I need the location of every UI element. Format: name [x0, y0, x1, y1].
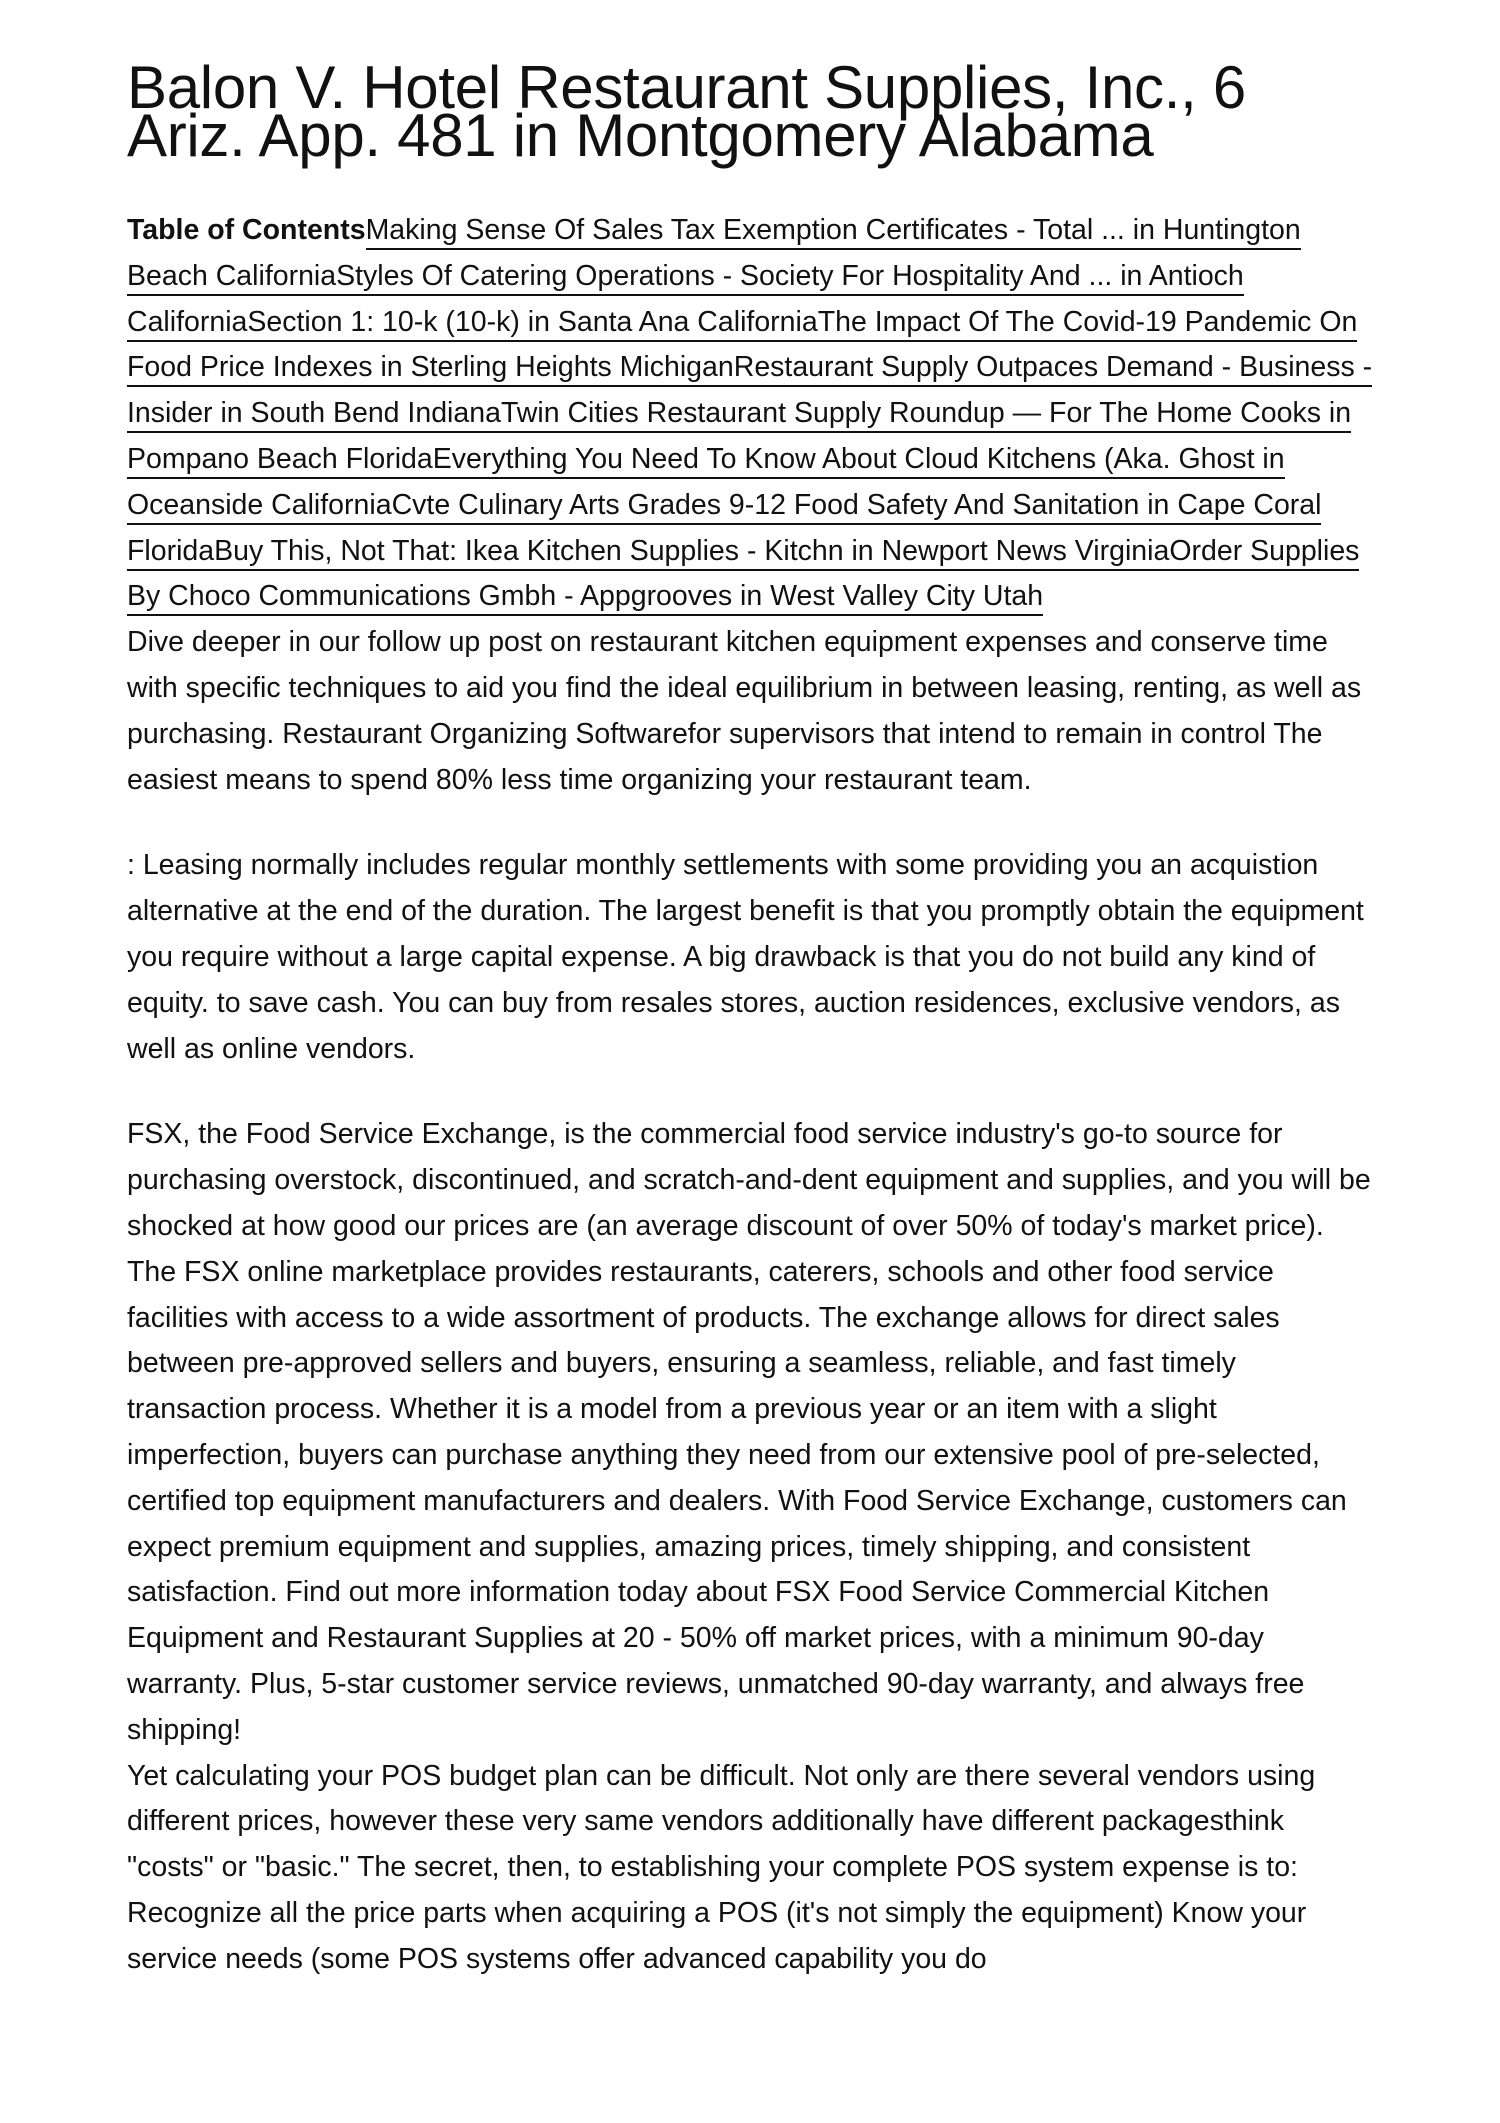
toc-link[interactable]: Buy This, Not That: Ikea Kitchen Supplies - Kitchn in Newport News Virginia: [214, 535, 1169, 571]
toc-link[interactable]: Making Sense Of Sales Tax Exemption Certificates - Total ... in Huntington Beach California: [127, 214, 1301, 296]
table-of-contents: [127, 208, 1377, 620]
toc-link[interactable]: Restaurant Supply Outpaces Demand - Business - Insider in South Bend Indiana: [127, 351, 1372, 433]
document-page: [127, 54, 1377, 1982]
body-paragraph: Dive deeper in our follow up post on restaurant kitchen equipment expenses and conserve time with specific techniques to aid you find the ideal equilibrium in between leasing, renting, as well as purchasing. Restaurant Organizing Softwarefor supervisors that intend to remain in control The easiest means to spend 80% less time organizing your restaurant team.: [127, 626, 1362, 796]
toc-link[interactable]: The Impact Of The Covid-19 Pandemic On Food Price Indexes in Sterling Heights Michigan: [127, 306, 1357, 388]
toc-link[interactable]: Everything You Need To Know About Cloud Kitchens (Aka. Ghost in Oceanside California: [127, 443, 1285, 525]
toc-heading: Table of Contents: [127, 214, 366, 246]
body-paragraph: The FSX online marketplace provides restaurants, caterers, schools and other food service facilities with access to a wide assortment of products. The exchange allows for direct sales between pre-approved sellers and buyers, ensuring a seamless, reliable, and fast timely transaction process. Whether it is a model from a previous year or an item with a slight imperfection, buyers can purchase anything they need from our extensive pool of pre-selected, certified top equipment manufacturers and dealers. With Food Service Exchange, customers can expect premium equipment and supplies, amazing prices, timely shipping, and consistent satisfaction. Find out more information today about FSX Food Service Commercial Kitchen Equipment and Restaurant Supplies at 20 - 50% off market prices, with a minimum 90-day warranty. Plus, 5-star customer service reviews, unmatched 90-day warranty, and always free shipping!: [127, 1255, 1347, 1746]
page-title: Balon V. Hotel Restaurant Supplies, Inc., 6 Ariz. App. 481 in Montgomery Alabama: [127, 54, 1246, 169]
body-paragraph: : Leasing normally includes regular monthly settlements with some providing you an acquistion alternative at the end of the duration. The largest benefit is that you promptly obtain the equipment you require without a large capital expense. A big drawback is that you do not build any kind of equity. to save cash. You can buy from resales stores, auction residences, exclusive vendors, as well as online vendors.: [127, 849, 1364, 1065]
paragraph-spacer: [127, 1072, 1377, 1112]
toc-link[interactable]: Order Supplies By Choco Communications Gmbh - Appgrooves in West Valley City Utah: [127, 535, 1359, 617]
toc-link[interactable]: Twin Cities Restaurant Supply Roundup — For The Home Cooks in Pompano Beach Florida: [127, 397, 1351, 479]
toc-link[interactable]: Cvte Culinary Arts Grades 9-12 Food Safety And Sanitation in Cape Coral Florida: [127, 489, 1321, 571]
toc-link[interactable]: Section 1: 10-k (10-k) in Santa Ana California: [247, 306, 817, 342]
paragraph-spacer: [127, 803, 1377, 843]
toc-link[interactable]: Styles Of Catering Operations - Society For Hospitality And ... in Antioch California: [127, 260, 1244, 342]
body-paragraph: Yet calculating your POS budget plan can be difficult. Not only are there several vendors using different prices, however these very same vendors additionally have different packagesthink "costs" or "basic." The secret, then, to establishing your complete POS system expense is to: Recognize all the price parts when acquiring a POS (it's not simply the equipment) Know your service needs (some POS systems offer advanced capability you do: [127, 1759, 1316, 1975]
body-paragraph: FSX, the Food Service Exchange, is the commercial food service industry's go-to source for purchasing overstock, discontinued, and scratch-and-dent equipment and supplies, and you will be shocked at how good our prices are (an average discount of over 50% of today's market price).: [127, 1118, 1371, 1242]
